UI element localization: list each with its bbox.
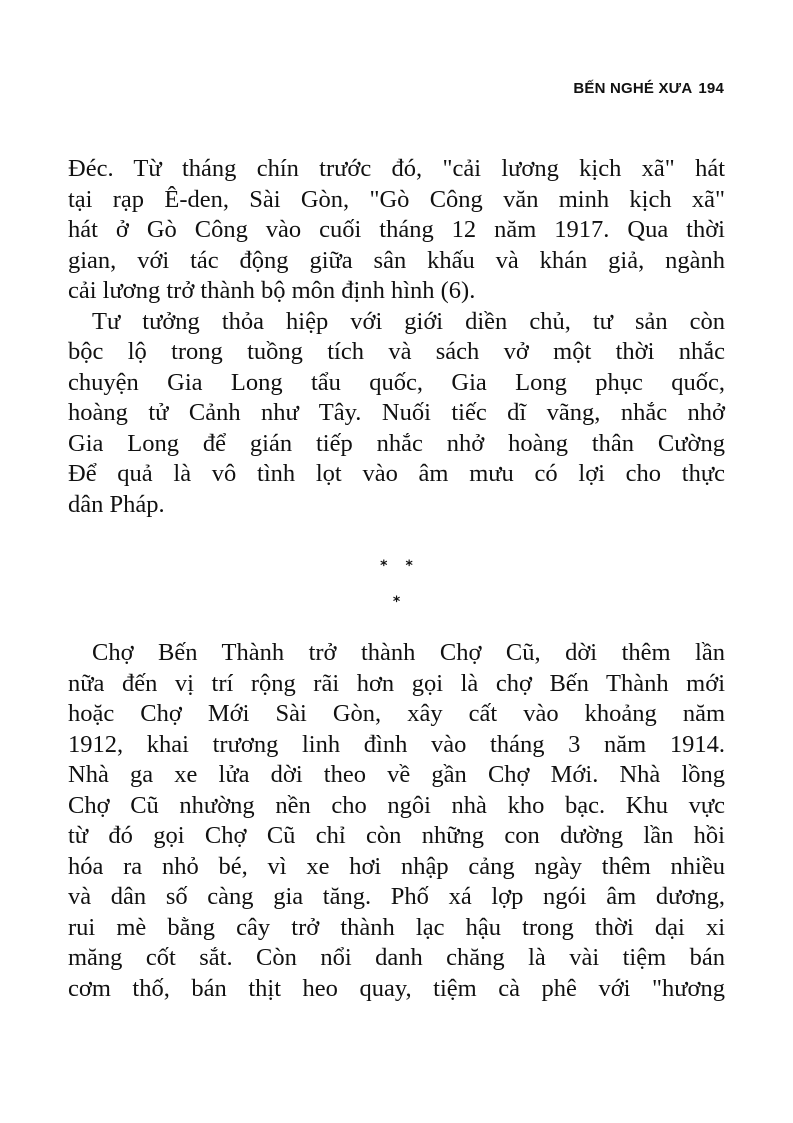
section-break-ornament bbox=[0, 558, 793, 574]
text-line: Chợ Cũ nhường nền cho ngôi nhà kho bạc. Khu vực bbox=[68, 791, 725, 819]
paragraph bbox=[68, 307, 725, 521]
book-title: BẾN NGHÉ XƯA bbox=[573, 80, 693, 97]
text-line: gian, với tác động giữa sân khấu và khán giả, ngành bbox=[68, 246, 725, 274]
text-line: Nhà ga xe lửa dời theo về gần Chợ Mới. Nhà lồng bbox=[68, 761, 725, 788]
text-line: cải lương trở thành bộ môn định hình (6). bbox=[68, 277, 476, 304]
text-line: dân Pháp. bbox=[68, 490, 165, 518]
text-block-top bbox=[68, 154, 725, 520]
text-line: hoàng tử Cảnh như Tây. Nuối tiếc dĩ vãng, nhắc nhở bbox=[68, 399, 725, 426]
text-line: Đéc. Từ tháng chín trước đó, "cải lương kịch xã" hát bbox=[68, 155, 725, 182]
asterisk: * bbox=[405, 558, 413, 574]
text-line: Để quả là vô tình lọt vào âm mưu có lợi cho thực bbox=[68, 460, 725, 487]
section-break-ornament bbox=[0, 594, 793, 610]
text-line: măng cốt sắt. Còn nổi danh chăng là vài tiệm bán bbox=[68, 944, 725, 971]
text-line: hóa ra nhỏ bé, vì xe hơi nhập cảng ngày thêm nhiều bbox=[68, 852, 725, 880]
text-line: rui mè bằng cây trở thành lạc hậu trong thời dại xi bbox=[68, 913, 725, 941]
text-line: nữa đến vị trí rộng rãi hơn gọi là chợ Bến Thành mới bbox=[68, 669, 725, 697]
text-line: 1912, khai trương linh đình vào tháng 3 năm 1914. bbox=[68, 730, 725, 758]
text-line: từ đó gọi Chợ Cũ chỉ còn những con dường lần hồi bbox=[68, 822, 725, 849]
asterisk: * bbox=[392, 594, 401, 610]
paragraph bbox=[68, 638, 725, 1004]
text-block-bottom bbox=[68, 638, 725, 1004]
paragraph-continued bbox=[68, 154, 725, 307]
page-number: 194 bbox=[698, 80, 724, 97]
text-line: và dân số càng gia tăng. Phố xá lợp ngói âm dương, bbox=[68, 883, 725, 910]
text-line: Chợ Bến Thành trở thành Chợ Cũ, dời thêm lần bbox=[92, 639, 725, 666]
text-line: Gia Long để gián tiếp nhắc nhở hoàng thân Cường bbox=[68, 429, 725, 457]
asterisk: * bbox=[380, 558, 388, 574]
text-line: Tư tưởng thỏa hiệp với giới diền chủ, tư sản còn bbox=[92, 307, 725, 335]
text-line: cơm thố, bán thịt heo quay, tiệm cà phê với "hương bbox=[68, 974, 725, 1002]
running-header bbox=[573, 80, 724, 97]
text-line: bộc lộ trong tuồng tích và sách vở một thời nhắc bbox=[68, 338, 725, 365]
text-line: chuyện Gia Long tẩu quốc, Gia Long phục quốc, bbox=[68, 368, 725, 396]
text-line: hoặc Chợ Mới Sài Gòn, xây cất vào khoảng năm bbox=[68, 700, 725, 727]
text-line: tại rạp Ê-den, Sài Gòn, "Gò Công văn minh kịch xã" bbox=[68, 185, 725, 213]
text-line: hát ở Gò Công vào cuối tháng 12 năm 1917. Qua thời bbox=[68, 216, 725, 243]
